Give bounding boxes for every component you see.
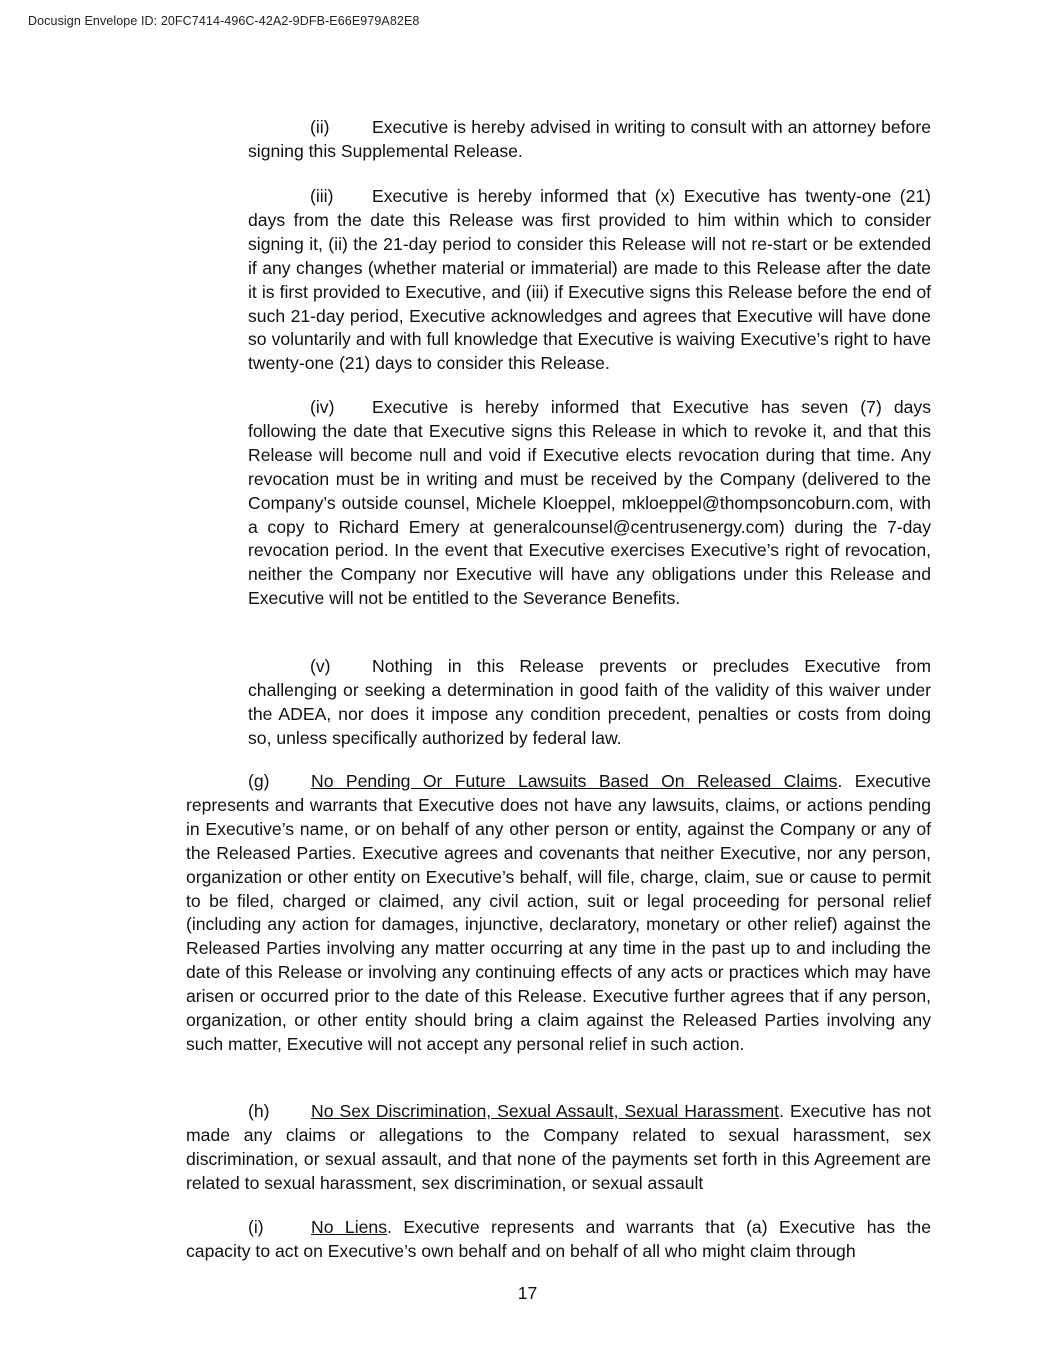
page-number: 17 [517,1283,538,1303]
section-label: (g) [248,771,270,791]
paragraph-label: (iv) [310,397,335,417]
paragraph-h [186,1100,931,1196]
paragraph-iv [248,396,931,611]
envelope-id: Docusign Envelope ID: 20FC7414-496C-42A2-9DFB-E66E979A82E8 [28,14,420,28]
section-heading: No Pending Or Future Lawsuits Based On Released Claims [311,771,838,791]
paragraph-iii [248,185,931,376]
section-heading: No Liens [311,1217,387,1237]
paragraph-text: Executive is hereby advised in writing to consult with an attorney before signing this Supplemental Release. [248,117,931,161]
paragraph-label: (ii) [310,117,330,137]
paragraph-label: (v) [310,656,331,676]
paragraph-ii [248,116,931,164]
paragraph-g [186,770,931,1057]
paragraph-text: Executive is hereby informed that (x) Executive has twenty-one (21) days from the date this Release was first provided to him within which to consider signing it, (ii) the 21-day period to consider this Release will not re-start or be extended if any changes (whether material or immaterial) are made to this Release after the date it is first provided to Executive, and (iii) if Executive signs this Release before the end of such 21-day period, Executive acknowledges and agrees that Executive will have done so voluntarily and with full knowledge that Executive is waiving Executive’s right to have twenty-one (21) days to consider this Release. [248,186,931,374]
paragraph-i [186,1216,931,1264]
paragraph-text: Executive is hereby informed that Executive has seven (7) days following the date that Executive signs this Release in which to revoke it, and that this Release will become null and void if Executive elects revocation during that time. Any revocation must be in writing and must be received by the Company (delivered to the Company’s outside counsel, Michele Kloeppel, mkloeppel@thompsoncoburn.com, with a copy to Richard Emery at generalcounsel@centrusenergy.com) during the 7-day revocation period. In the event that Executive exercises Executive’s right of revocation, neither the Company nor Executive will have any obligations under this Release and Executive will not be entitled to the Severance Benefits. [248,397,931,609]
section-label: (i) [248,1217,264,1237]
section-text: . Executive represents and warrants that (a) Executive has the capacity to act on Executive’s own behalf and on behalf of all who might claim through [186,1217,931,1261]
section-text: . Executive has not made any claims or allegations to the Company related to sexual harassment, sex discrimination, or sexual assault, and that none of the payments set forth in this Agreement are related to sexual harassment, sex discrimination, or sexual assault [186,1101,931,1193]
section-text: . Executive represents and warrants that Executive does not have any lawsuits, claims, or actions pending in Executive’s name, or on behalf of any other person or entity, against the Company or any of the Released Parties. Executive agrees and covenants that neither Executive, nor any person, organization or other entity on Executive’s behalf, will file, charge, claim, sue or cause to permit to be filed, charged or claimed, any civil action, suit or legal proceeding for personal relief (including any action for damages, injunctive, declaratory, monetary or other relief) against the Released Parties involving any matter occurring at any time in the past up to and including the date of this Release or involving any continuing effects of any acts or practices which may have arisen or occurred prior to the date of this Release. Executive further agrees that if any person, organization, or other entity should bring a claim against the Released Parties involving any such matter, Executive will not accept any personal relief in such action. [186,771,931,1054]
paragraph-text: Nothing in this Release prevents or precludes Executive from challenging or seeking a determination in good faith of the validity of this waiver under the ADEA, nor does it impose any condition precedent, penalties or costs from doing so, unless specifically authorized by federal law. [248,656,931,748]
paragraph-v [248,655,931,751]
paragraph-label: (iii) [310,186,334,206]
section-label: (h) [248,1101,270,1121]
section-heading: No Sex Discrimination, Sexual Assault, Sexual Harassment [311,1101,780,1121]
